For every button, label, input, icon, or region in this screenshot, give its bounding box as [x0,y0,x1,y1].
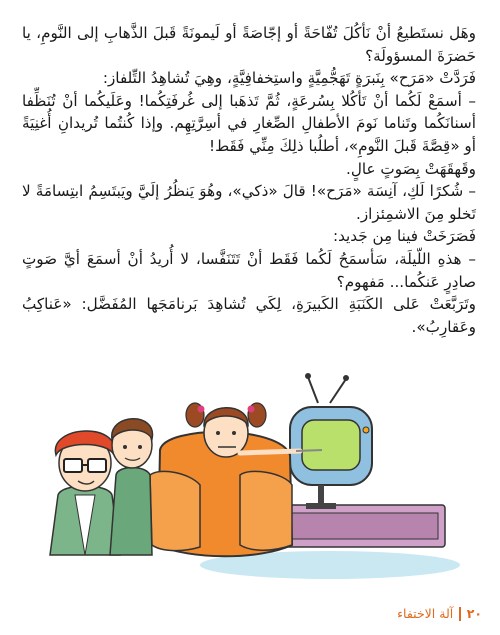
page-footer [397,606,482,621]
book-title: آلة الاختفاء [397,606,454,621]
footer-divider [459,607,461,621]
tv-cabinet [285,505,445,547]
illustration [0,355,500,585]
paragraph-7: – هذهِ اللّيلَة، سَأسمَحُ لَكُما فَقَط أنْ تَتَنَفَّسا، لا أُريدُ أنْ أسمَعَ أيَّ صَوتٍ صادِرٍ عَنكُما... مَفهوم؟ [22,249,476,291]
paragraph-1: وهَل نستَطيعُ أنْ نَأكُلَ تُفّاحَةً أو إجّاصَةً أو لَيمونَةً قَبلَ الذَّهابِ إلى النَّومِ، يا حَضرَةَ المسؤولَة؟ [22,24,476,65]
paragraph-3: – أسمَعْ لَكُما أنْ تَأكُلا بِسُرعَةٍ، ثُمَّ تَذهَبا إلى غُرفَتِكُما! وعَلَيكُما أنْ تُنَظِّفا أسنانَكُما وتَناما نَومَ الأطفالِ الصِّغارِ في أسِرَّتِهِم. وإذا كُنتُما تُريدانِ أُغنِيَةً أو «قِصَّةَ قَبلَ النَّومِ»، أطلُبا ذلِكَ مِنِّي فَقَط! [22,91,476,155]
paragraph-2: فَرَدَّتْ «مَرَح» بِنَبرَةٍ تَهَجُّمِيَّةٍ واستِخفافِيَّةٍ، وهِيَ تُشاهِدُ التِّلفاز: [102,69,476,88]
paragraph-6: فَصَرَخَتْ فينا مِن جَديد: [332,227,476,246]
boy-with-glasses [50,431,120,555]
paragraph-5: – شُكرًا لَكِ، آنِسَة «مَرَح»! قالَ «ذكي»، وهُوَ يَنظُرُ إلَيَّ ويَبتَسِمُ ابتِسامَةً لا تَخلو مِنَ الاشمِئزاز. [22,182,476,223]
paragraph-4: وقَهقَهَتْ بِصَوتٍ عالٍ. [346,159,476,178]
page-number: ٢٠ [466,606,482,621]
paragraph-8: وتَرَبَّعَتْ عَلى الكَنَبَةِ الكَبيرَةِ، لِكَي تُشاهِدَ بَرنامَجَها المُفَضَّل: «عَناكِبُ وعَقارِبُ». [22,295,476,336]
boy-behind [110,419,153,555]
story-text [22,22,476,338]
television [290,373,372,509]
